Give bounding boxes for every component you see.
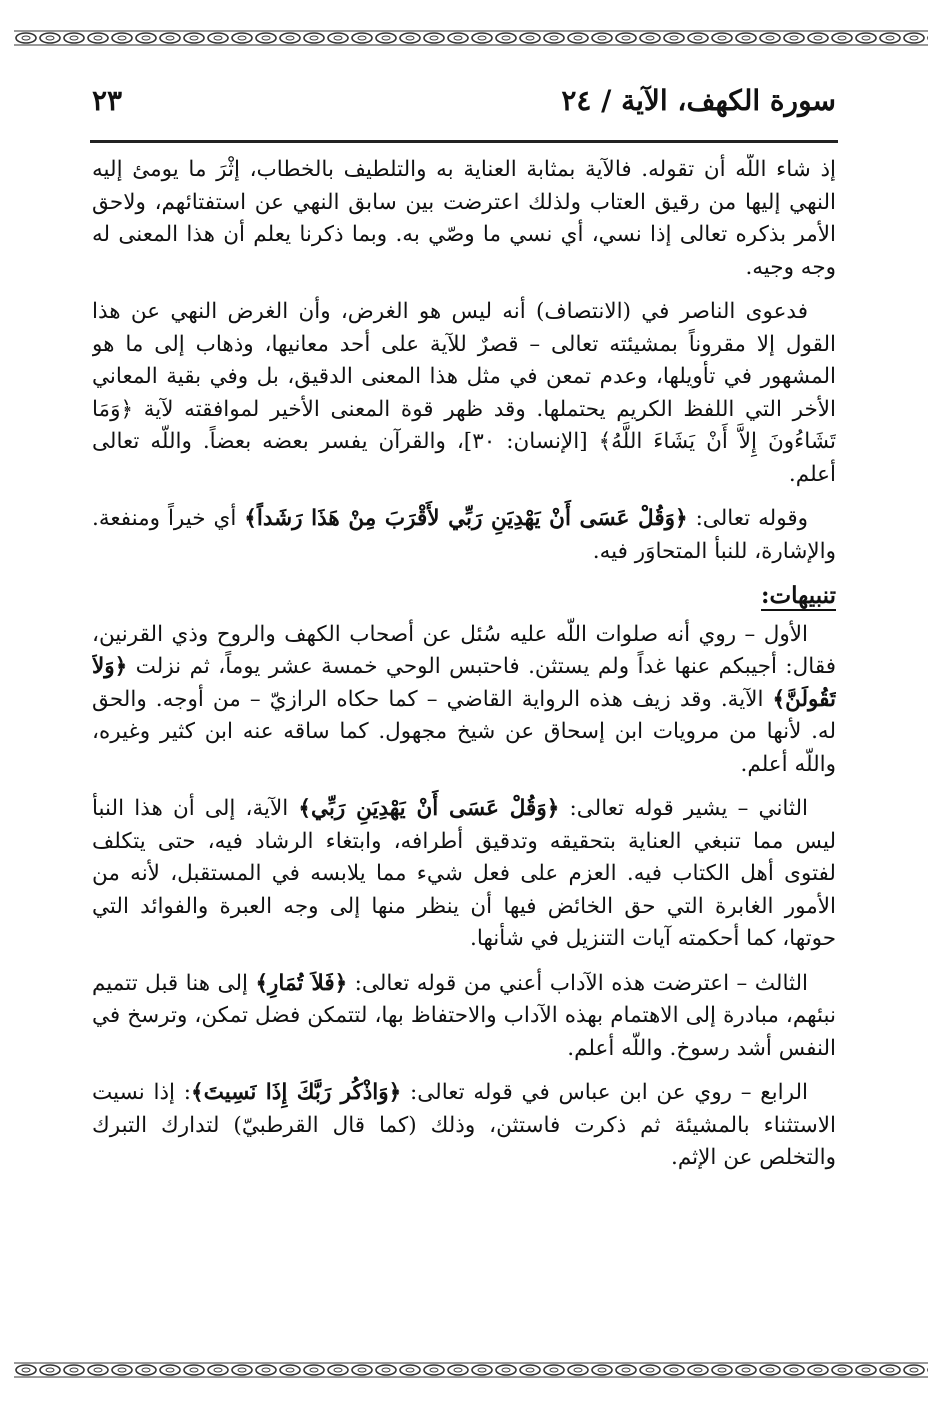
top-border-pattern (14, 30, 928, 46)
note-3-tail: إلى هنا قبل تتميم نبئهم، مبادرة إلى الاهتمام بهذه الآداب والاحتفاظ بها، لتتمكن فضل تمكن، وترسخ في النفس أشد رسوخ. واللّه أعلم. (92, 970, 836, 1061)
paragraph-2: فدعوى الناصر في (الانتصاف) أنه ليس هو الغرض، وأن الغرض النهي عن هذا القول إلا مقروناً بمشيئته تعالى – قصرٌ للآية على أحد معانيها، وذهاب إلى ما هو المشهور في تأويلها، وعدم تمعن في مثل هذا المعنى الدقيق، بل وفي بقية المعاني الأخر التي اللفظ الكريم يحتملها. وقد ظهر قوة المعنى الأخير لموافقته لآية ﴿وَمَا تَشَاءُونَ إِلاَّ أَنْ يَشَاءَ اللَّهُ﴾ [الإنسان: ٣٠]، والقرآن يفسر بعضه بعضاً. واللّه تعالى أعلم. (92, 299, 836, 487)
note-1-lead: الأول – روي أنه صلوات اللّه عليه سُئل عن أصحاب الكهف والروح وذي القرنين، فقال: أجيبكم عنها غداً ولم يستثن. فاحتبس الوحي خمسة عشر يوماً، ثم نزلت (92, 621, 836, 679)
paragraph-3-tail: أي خيراً ومنفعة. والإشارة، للنبأ المتحاوَر فيه. (92, 506, 836, 564)
paragraph-3 (92, 503, 836, 568)
section-heading-notes: تنبيهات: (761, 582, 836, 609)
note-2-lead: الثاني – يشير قوله تعالى: (559, 796, 808, 821)
page-number: ٢٣ (92, 84, 123, 117)
quran-quote: ﴿وَاذْكُر رَبَّكَ إِذَا نَسِيتَ﴾ (191, 1080, 402, 1105)
quran-quote: ﴿وَلاَ تَقُولَنَّ﴾ (92, 654, 836, 712)
page-body (92, 154, 836, 1334)
note-1-tail: الآية. وقد زيف هذه الرواية القاضي – كما حكاه الرازيّ – من أوجه. والحق له. لأنها من مرويات ابن إسحاق عن شيخ مجهول. كما ساقه عنه ابن كثير وغيره، واللّه أعلم. (92, 686, 836, 777)
note-3-lead: الثالث – اعترضت هذه الآداب أعني من قوله تعالى: (347, 970, 809, 996)
bottom-border-pattern (14, 1362, 928, 1378)
quran-quote: ﴿وَقُلْ عَسَى أَنْ يَهْدِيَنِ رَبِّي لأَقْرَبَ مِنْ هَذَا رَشَداً﴾ (244, 506, 688, 531)
quran-quote: ﴿فَلاَ تُمَارِ﴾ (255, 970, 348, 996)
paragraph-1: إذ شاء اللّه أن تقوله. فالآية بمثابة العناية به والتلطيف بالخطاب، إثْرَ ما يومئ إليه النهي إليها من رقيق العتاب ولذلك اعترضت بين سابق النهي عن استفتائهم، ولاحق الأمر بذكره تعالى إذا نسي، أي نسي ما وصّي به. وبما ذكرنا يعلم أن هذا المعنى له وجه وجيه. (92, 157, 836, 280)
note-1 (92, 619, 836, 782)
quran-quote: ﴿وَقُلْ عَسَى أَنْ يَهْدِيَنِ رَبِّي﴾ (298, 796, 560, 821)
header-rule (90, 140, 838, 143)
note-2-tail: الآية، إلى أن هذا النبأ ليس مما تنبغي العناية بتحقيقه وتدقيق أطرافه، وابتغاء الرشاد فيه، حتى يتكلف لفتوى أهل الكتاب فيه. العزم على فعل شيء مما يلابسه في المستقبل، لأنه من الأمور الغابرة التي حق الخائض فيها أن ينظر منها إلى وجه العبرة والفوائد التي حوتها، كما أحكمته آيات التنزيل في شأنها. (92, 796, 836, 951)
note-4-lead: الرابع – روي عن ابن عباس في قوله تعالى: (401, 1080, 809, 1105)
top-ornamental-border (14, 30, 928, 46)
note-4 (92, 1077, 836, 1175)
note-2 (92, 793, 836, 956)
paragraph-3-lead: وقوله تعالى: (687, 506, 808, 531)
note-3 (92, 968, 836, 1066)
note-4-tail: : إذا نسيت الاستثناء بالمشيئة ثم ذكرت فاستثن، وذلك (كما قال القرطبيّ) لتدارك التبرك والتخلص عن الإثم. (92, 1080, 836, 1170)
bottom-ornamental-border (14, 1362, 928, 1378)
page-header (92, 84, 836, 128)
surah-title: سورة الكهف، الآية / ٢٤ (561, 84, 836, 117)
